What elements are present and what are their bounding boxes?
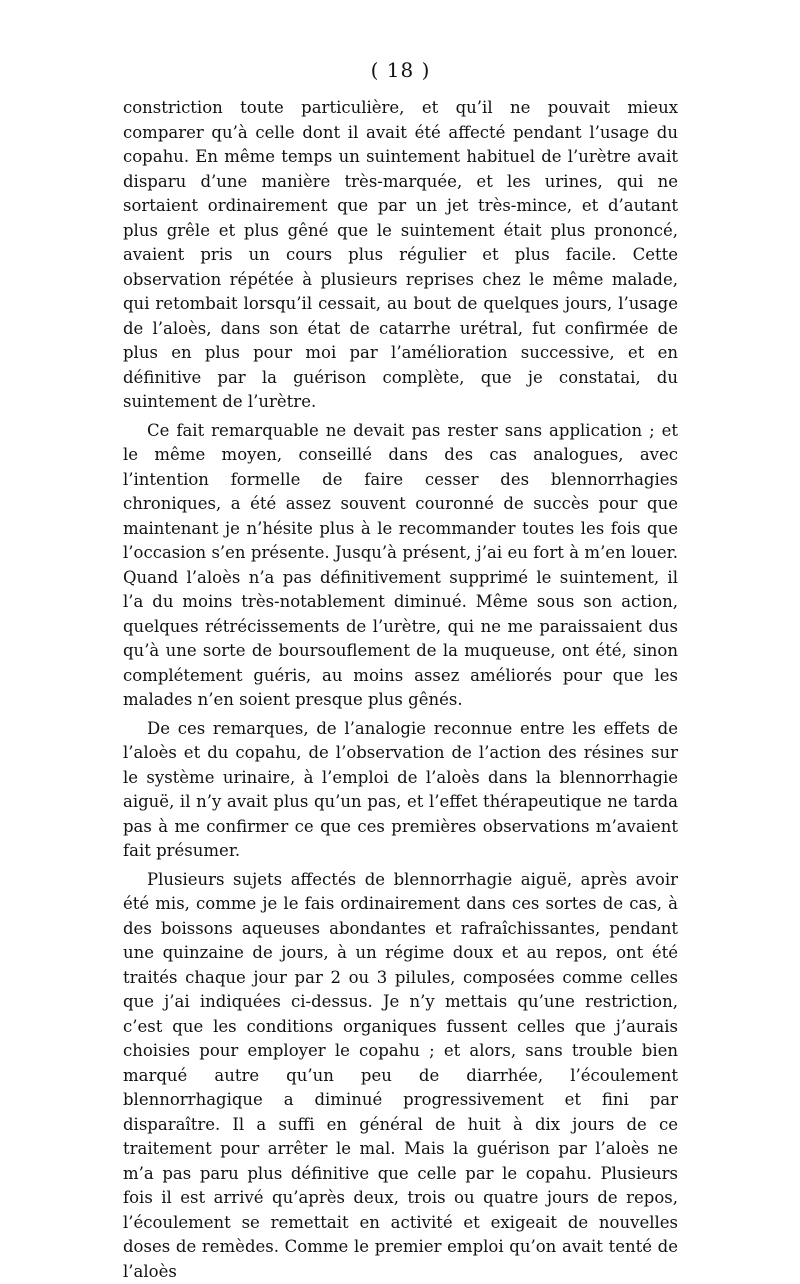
page-number: ( 18 ) [123,58,678,82]
paragraph-continuation: constriction toute particulière, et qu’il ne pouvait mieux comparer qu’à celle dont il avait été affecté pendant l’usage du copahu. En même temps un suintement habituel de l’urètre avait disparu d’une manière très-marquée, et les urines, qui ne sortaient ordinairement que par un jet très-mince, et d’autant plus grêle et plus gêné que le suintement était plus prononcé, avaient pris un cours plus régulier et plus facile. Cette observation répétée à plusieurs reprises chez le même malade, qui retombait lorsqu’il cessait, au bout de quelques jours, l’usage de l’aloès, dans son état de catarrhe urétral, fut confirmée de plus en plus pour moi par l’amélioration successive, et en définitive par la guérison complète, que je constatai, du suintement de l’urètre. [123,96,678,415]
paragraph: Ce fait remarquable ne devait pas rester sans application ; et le même moyen, conseillé dans des cas analogues, avec l’intention formelle de faire cesser des blennorrhagies chroniques, a été assez souvent couronné de succès pour que maintenant je n’hésite plus à le recommander toutes les fois que l’occasion s’en présente. Jusqu’à présent, j’ai eu fort à m’en louer. Quand l’aloès n’a pas définitivement supprimé le suintement, il l’a du moins très-notablement diminué. Même sous son action, quelques rétrécissements de l’urètre, qui ne me paraissaient dus qu’à une sorte de boursouflement de la muqueuse, ont été, sinon complétement guéris, au moins assez améliorés pour que les malades n’en soient presque plus gênés. [123,419,678,713]
book-page [123,58,678,1284]
paragraph: Plusieurs sujets affectés de blennorrhagie aiguë, après avoir été mis, comme je le fais ordinairement dans ces sortes de cas, à des boissons aqueuses abondantes et rafraîchissantes, pendant une quinzaine de jours, à un régime doux et au repos, ont été traités chaque jour par 2 ou 3 pilules, composées comme celles que j’ai indiquées ci-dessus. Je n’y mettais qu’une restriction, c’est que les conditions organiques fussent celles que j’aurais choisies pour employer le copahu ; et alors, sans trouble bien marqué autre qu’un peu de diarrhée, l’écoulement blennorrhagique a diminué progressivement et fini par disparaître. Il a suffi en général de huit à dix jours de ce traitement pour arrêter le mal. Mais la guérison par l’aloès ne m’a pas paru plus définitive que celle par le copahu. Plusieurs fois il est arrivé qu’après deux, trois ou quatre jours de repos, l’écoulement se remettait en activité et exigeait de nouvelles doses de remèdes. Comme le premier emploi qu’on avait tenté de l’aloès [123,868,678,1284]
paragraph: De ces remarques, de l’analogie reconnue entre les effets de l’aloès et du copahu, de l’observation de l’action des résines sur le système urinaire, à l’emploi de l’aloès dans la blennorrhagie aiguë, il n’y avait plus qu’un pas, et l’effet thérapeutique ne tarda pas à me confirmer ce que ces premières observations m’avaient fait présumer. [123,717,678,864]
